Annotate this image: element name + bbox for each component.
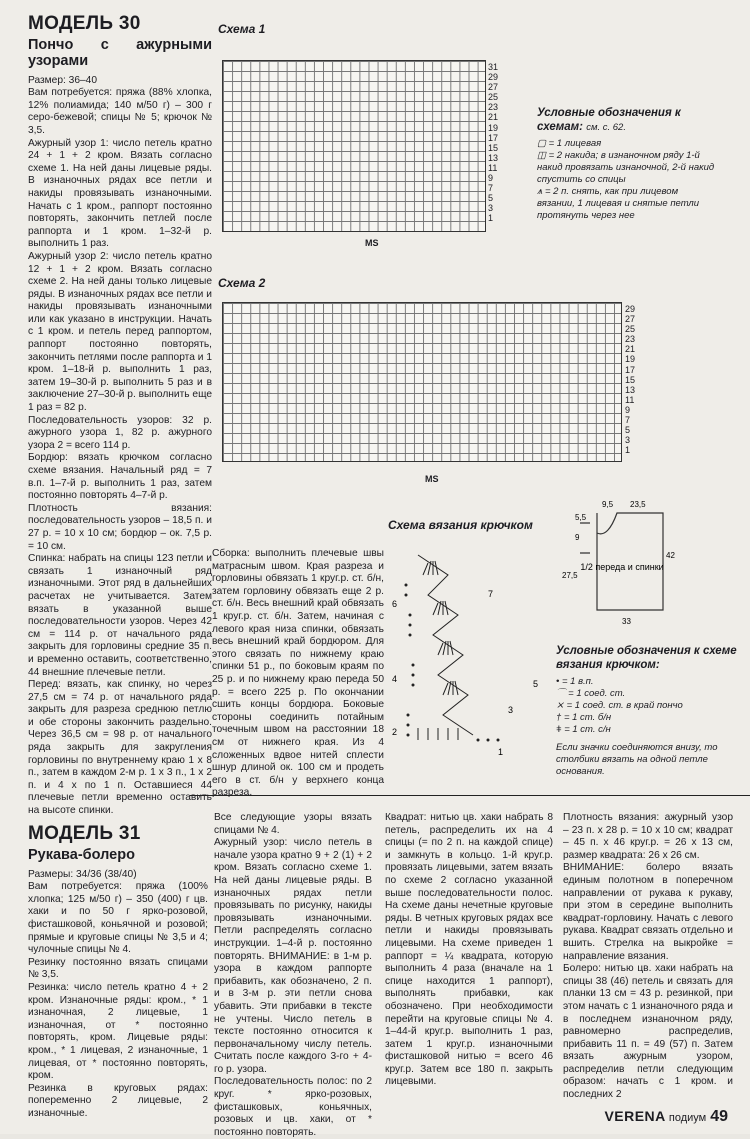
svg-text:9: 9 [575,533,580,542]
svg-text:42: 42 [666,551,675,560]
crochet-row-1: 1 [498,747,504,757]
model30-gauge: Плотность вязания: последовательность узоров – 18,5 п. и 27 р. = 10 x 10 см; бордюр – ок. 7,5 р. = 10 см. [28,502,212,552]
scheme2-ms-label: MS [425,474,439,484]
page-footer: VERENA подиум 49 [604,1108,728,1125]
svg-text:9,5: 9,5 [602,500,614,509]
scheme1-ms-label: MS [365,238,379,248]
crochet-row-6: 6 [392,599,398,609]
crochet-title: Схема вязания крючком [388,518,533,532]
crochet-row-5: 5 [532,679,538,689]
model30-size: Размер: 36–40 [28,74,98,86]
model30-pattern1: Ажурный узор 1: число петель кратно 24 + 1 + 2 кром. Вязать согласно схеме 1. На ней даны лицевые ряды. В изнаночных рядах все петли и накиды провязывать изнаночными. Начать с 1 кром., раппорт постоянно повторять, закончить петлей после раппорта и 1 кром. 1–32-й р. выполнить 1 раз. [28,137,212,250]
crochet-row-4: 4 [392,674,398,684]
pattern-part: 1/2 переда и спинки [580,562,664,572]
crochet-legend: Условные обозначения к схеме вязания крючком: • = 1 в.п. ⌒ = 1 соед. ст. ⨯ = 1 соед. ст. в край пончо † = 1 ст. б/н ǂ = 1 ст. с/н Если значки соединяются внизу, то столбики вязать на одной петле основания. [556,645,737,777]
crochet-diagram [388,535,538,760]
model31-col2: Все следующие узоры вязать спицами № 4. Ажурный узор: число петель в начале узора кратно 9 + 2 (1) + 2 кром. Вязать согласно схеме 1. На ней даны лицевые ряды. В изнаночных рядах петли провязывать по рисунку, накиды провязывать изнаночными. Петли распределять согласно инструкции. 1–4-й р. постоянно повторять. ВНИМАНИЕ: в 1-м р. узора в каждом раппорте прибавить, как обозначено, 2 п. и в 3-м р. эти петли снова убавить. Эти прибавки в тексте не учтены. Число петель в тексте постоянно относится к первоначальному числу петель. Считать после каждого 3-го + 4-го р. узора. Последовательность полос: по 2 круг. * ярко-розовых, фисташковых, коньячных, розовых и цв. хаки, от * постоянно повторять. [214,812,372,1138]
model30-assembly: Сборка: выполнить плечевые швы матрасным швом. Края разреза и горловины обвязать 1 круг.р. ст. б/н, затем горловину обвязать еще 2 р. ст. б/н. Весь внешний край обвязать 1 круг.р. ст. б/н. Затем, начиная с левого края низа спинки, обвязать весь внешний край бордюром. Для этого связать по нижнему краю спинки 51 р., по боковым краям по 25 р. и по нижнему краю переда 50 р. = всего 225 р. По окончании сшить концы бордюра. Боковые стороны соединить потайным точечным швом на расстоянии 18 см от нижнего края. Из 4 сложенных вдвое нитей сплести шнур длиной ок. 100 см и продеть его в ст. б/н у верхнего конца разреза. [212,548,384,799]
model30-text-column [28,13,212,818]
model30-pattern2: Ажурный узор 2: число петель кратно 12 + 1 + 2 кром. Вязать согласно схеме 2. На ней даны только лицевые ряды. В изнаночных рядах все петли и накиды провязывать изнаночными или как указано в инструкции. Начать с 1 кром. и петель перед раппортом, раппорт постоянно повторять, закончить петлями после раппорта и 1 кром. 1–18-й р. выполнить 1 раз, затем 19–30-й р. выполнить 5 раз и в заключение 27–30-й р. выполнить еще 1 раз = 82 р. [28,250,212,414]
model31-title: МОДЕЛЬ 31 [28,823,141,844]
pattern-outline [560,498,675,628]
model30-title: МОДЕЛЬ 30 [28,13,141,34]
model31-col1: МОДЕЛЬ 31 Рукава-болеро Размеры: 34/36 (38/40) Вам потребуется: пряжа (100% хлопка; 125 м/50 г) – 350 (400) г цв. хаки и по 50 г ярко-розовой, фисташковой, коньячной и розовой; прямые и круговые спицы № 3,5 и 4; чулочные спицы № 4. Резинку постоянно вязать спицами № 3,5. Резинка: число петель кратно 4 + 2 кром. Изнаночные ряды: кром., * 1 изнаночная, 2 лицевые, 1 изнаночная, от * постоянно повторять, кром. Лицевые ряды: кром., * 1 лицевая, 2 изнаночные, 1 лицевая, от * постоянно повторять, кром. Резинка в круговых рядах: попеременно 2 лицевые, 2 изнаночные. [28,823,208,1119]
svg-text:23,5: 23,5 [630,500,646,509]
crochet-row-7: 7 [488,589,494,599]
crochet-row-2: 2 [392,727,398,737]
scheme2-row-numbers: 29 27 25 23 21 19 17 15 13 11 9 7 5 3 1 [625,304,636,456]
scheme2-grid [222,302,622,462]
model30-sequence: Последовательность узоров: 32 р. ажурного узора 1, 82 р. ажурного узора 2 = всего 114 р. [28,414,212,451]
model30-back: Спинка: набрать на спицы 123 петли и связать 1 изнаночный ряд изнаночными. Этот ряд в дальнейших расчетах не учитывается. Затем вязать в указанной выше последовательности узоров. Через 42 см = 114 р. от начального ряда закрыть для горловины средние 35 п. и временно оставить, соответственно, 44 внешние плечевые петли. [28,553,212,678]
model30-subtitle: Пончо с ажурными узорами [28,36,212,69]
scheme1-grid [222,60,486,232]
model30-materials: Вам потребуется: пряжа (88% хлопка, 12% полиамида; 140 м/50 г) – 300 г серо-бежевой; спицы № 5; крючок № 3,5. [28,87,212,136]
model31-col3: Квадрат: нитью цв. хаки набрать 8 петель, распределить их на 4 спицы (= по 2 п. на каждой спице) и замкнуть в кольцо. 1-й круг.р. провязать лицевыми, затем вязать по схеме 2 согласно указанной выше последовательности полос. На схеме даны нечетные круговые ряды. В четных круговых рядах все петли и накиды провязывать лицевыми. На схеме приведен 1 раппорт = ¼ квадрата, которую выполнить 4 раза (вначале на 1 спице находится 1 раппорт), выполнять прибавки, как обозначено. При необходимости перейти на круговые спицы № 4. 1–44-й круг.р. выполнить 1 раз, затем 1 круг.р. изнаночными фисташковой нитью = всего 46 круг.р. Затем все 180 п. закрыть лицевыми. [385,812,553,1088]
svg-text:27,5: 27,5 [562,571,578,580]
scheme1-title: Схема 1 [218,22,266,36]
scheme1-row-numbers: 31 29 27 25 23 21 19 17 15 13 11 9 7 5 3 1 [488,62,499,224]
svg-text:33: 33 [622,617,631,626]
crochet-row-3: 3 [508,705,514,715]
page-number: 49 [710,1108,728,1125]
model30-front: Перед: вязать, как спинку, но через 27,5 см = 74 р. от начального ряда закрыть для разреза среднюю петлю и обе стороны закончить раздельно. Через 36,5 см = 98 р. от начального ряда закрыть для закругления горловины по внутреннему краю 1 х 8 п., затем в каждом 2-м р. 1 х 3 п., 1 х 2 п. и 4 х по 1 п. Оставшиеся 44 плечевые петли временно оставить на высоте спинки. [28,679,212,817]
model30-border: Бордюр: вязать крючком согласно схеме вязания. Начальный ряд = 7 в.п. 1–7-й р. выполнить 1 раз, затем постоянно повторять 4–7-й р. [28,452,212,502]
model31-col4: Плотность вязания: ажурный узор – 23 п. x 28 р. = 10 x 10 см; квадрат – 45 п. x 46 круг.р. = 26 x 13 см, размер квадрата: 26 x 26 см. ВНИМАНИЕ: болеро вязать единым полотном в поперечном направлении от рукава к рукаву, при этом в середине выполнить квадрат-горловину. Начать с левого рукава. Квадрат связать отдельно и вшить. Стрелка на выкройке = направление вязания. Болеро: нитью цв. хаки набрать на спицы 38 (46) петель и связать для планки 13 см = 43 р. резинкой, при этом начать с 1 изнаночного ряда и в последнем изнаночном ряду, равномерно распределив, прибавить 11 п. = 49 (57) п. Затем вязать ажурным узором, распределив петли следующим образом: начать с 1 кром. и последних 2 [563,812,733,1101]
svg-text:5,5: 5,5 [575,513,587,522]
section-divider [190,795,750,796]
scheme2-title: Схема 2 [218,276,266,290]
model31-subtitle: Рукава-болеро [28,846,135,863]
scheme-legend: Условные обозначения к схемам: см. с. 62. ▢ = 1 лицевая ◫ = 2 накида; в изнаночном ряду 1-й накид провязать изнаночной, 2-й накид спустить со спицы ⩚ = 2 п. снять, как при лицевом вязании, 1 лицевая и снятые петли протянуть через нее [537,107,715,221]
